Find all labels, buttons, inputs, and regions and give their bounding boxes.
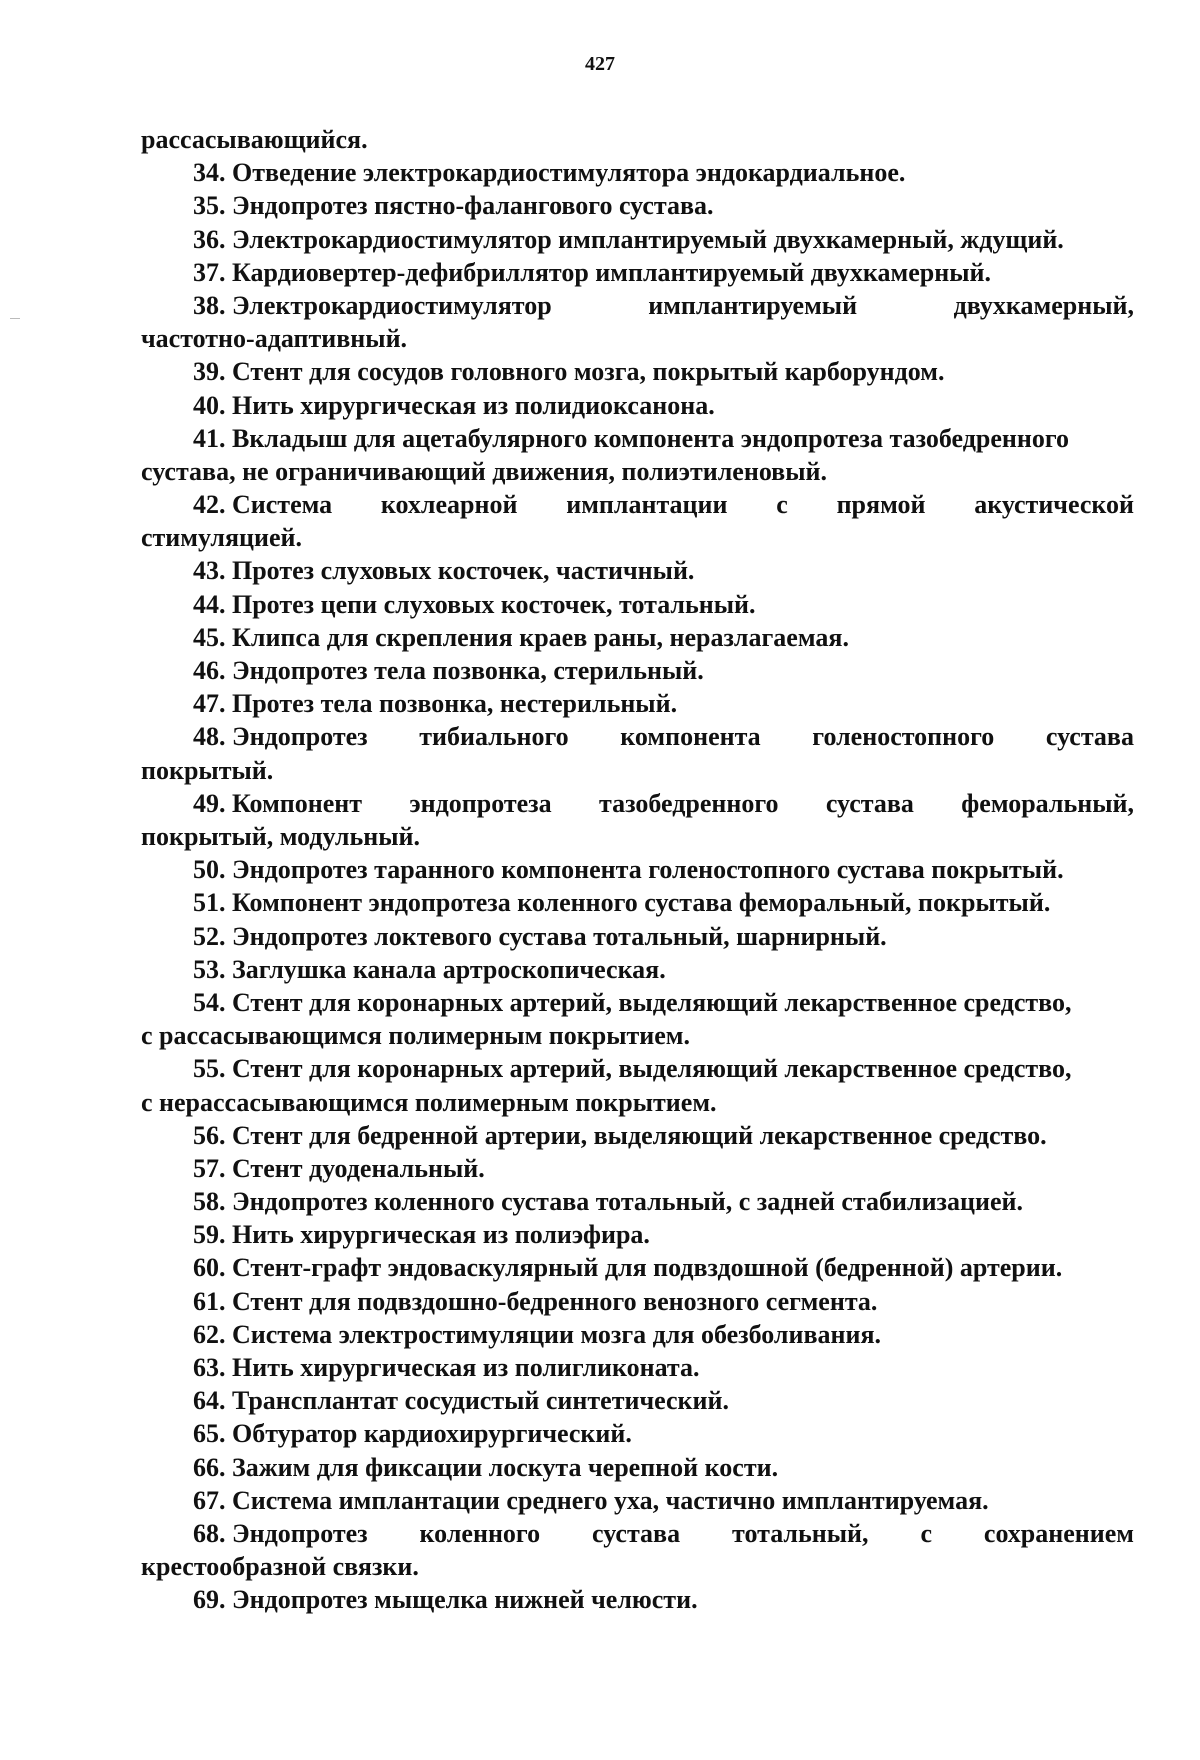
list-item-line xyxy=(141,1119,1134,1152)
list-item-line xyxy=(141,189,1134,222)
list-item-line xyxy=(141,1185,1134,1218)
line-text: покрытый. xyxy=(141,755,274,785)
list-item-line xyxy=(141,289,1134,322)
list-item-line xyxy=(141,156,1134,189)
line-text: 50. Эндопротез таранного компонента голеностопного сустава покрытый. xyxy=(193,855,1064,885)
line-text: рассасывающийся. xyxy=(141,125,368,154)
list-item-line xyxy=(141,223,1134,256)
line-text: 67. Система имплантации среднего уха, частично имплантируемая. xyxy=(193,1485,989,1515)
line-text: 36. Электрокардиостимулятор имплантируемый двухкамерный, ждущий. xyxy=(193,224,1064,254)
line-text: 52. Эндопротез локтевого сустава тотальный, шарнирный. xyxy=(193,921,887,951)
list-item-line xyxy=(141,654,1134,687)
line-text: 63. Нить хирургическая из полигликоната. xyxy=(193,1353,700,1382)
list-item-line xyxy=(141,488,1134,521)
word: коленного xyxy=(419,1518,541,1548)
line-text: 40. Нить хирургическая из полидиоксанона. xyxy=(193,390,715,420)
word: акустической xyxy=(974,490,1134,520)
list-item-line xyxy=(141,1152,1134,1185)
line-text: с рассасывающимся полимерным покрытием. xyxy=(141,1021,691,1051)
line-text: 58. Эндопротез коленного сустава тотальный, с задней стабилизацией. xyxy=(193,1187,1023,1217)
line-text: 44. Протез цепи слуховых косточек, тотальный. xyxy=(193,589,756,619)
word: с xyxy=(776,490,788,520)
list-item-line xyxy=(141,1251,1134,1284)
line-text: 51. Компонент эндопротеза коленного сустава феморальный, покрытый. xyxy=(193,888,1051,918)
list-item-line xyxy=(141,1384,1134,1417)
margin-mark xyxy=(10,318,20,319)
list-item-line xyxy=(141,621,1134,654)
line-text: частотно-адаптивный. xyxy=(141,324,408,354)
line-text: 39. Стент для сосудов головного мозга, покрытый карборундом. xyxy=(193,357,945,387)
line-text: 62. Система электростимуляции мозга для обезболивания. xyxy=(193,1319,882,1349)
word: тибиального xyxy=(419,722,569,752)
continuation-line xyxy=(141,455,1134,488)
line-text: 56. Стент для бедренной артерии, выделяющий лекарственное средство. xyxy=(193,1120,1047,1150)
line-text: 41. Вкладыш для ацетабулярного компонента эндопротеза тазобедренного xyxy=(193,423,1070,453)
list-item-line xyxy=(141,953,1134,986)
continuation-line xyxy=(141,820,1134,853)
list-item-line xyxy=(141,886,1134,919)
word: 42. Система xyxy=(193,490,333,520)
word: с xyxy=(920,1518,932,1548)
line-text: 34. Отведение электрокардиостимулятора эндокардиальное. xyxy=(193,158,906,188)
list-item-line xyxy=(141,1285,1134,1318)
continuation-line xyxy=(141,754,1134,787)
line-text: сустава, не ограничивающий движения, полиэтиленовый. xyxy=(141,456,828,486)
list-item-line xyxy=(141,355,1134,388)
word: 49. Компонент xyxy=(193,788,363,818)
document-body xyxy=(141,123,1134,1617)
word: имплантируемый xyxy=(648,290,858,320)
list-item-line xyxy=(141,687,1134,720)
list-item-line xyxy=(141,1583,1134,1616)
line-text: 53. Заглушка канала артроскопическая. xyxy=(193,954,666,984)
list-item-line xyxy=(141,588,1134,621)
page-number: 427 xyxy=(585,53,615,75)
list-item-line xyxy=(141,422,1134,455)
list-item-line xyxy=(141,1484,1134,1517)
continuation-line xyxy=(141,1019,1134,1052)
list-item-line xyxy=(141,787,1134,820)
list-item-line xyxy=(141,1351,1134,1384)
list-item-line xyxy=(141,720,1134,753)
word: 38. Электрокардиостимулятор xyxy=(193,290,552,320)
list-item-line xyxy=(141,920,1134,953)
word: сустава xyxy=(825,788,914,818)
line-text: 35. Эндопротез пястно-фалангового сустава. xyxy=(193,191,714,221)
line-text: 45. Клипса для скрепления краев раны, неразлагаемая. xyxy=(193,622,849,652)
word: феморальный, xyxy=(961,788,1134,818)
word: сохранением xyxy=(983,1518,1134,1548)
line-text: 54. Стент для коронарных артерий, выделяющий лекарственное средство, xyxy=(193,987,1072,1017)
word: сустава xyxy=(592,1518,681,1548)
list-item-line xyxy=(141,1417,1134,1450)
line-text: 55. Стент для коронарных артерий, выделяющий лекарственное средство, xyxy=(193,1054,1072,1084)
line-text: 69. Эндопротез мыщелка нижней челюсти. xyxy=(193,1585,698,1615)
word: тазобедренного xyxy=(598,788,779,818)
line-text: 57. Стент дуоденальный. xyxy=(193,1153,485,1183)
line-text: 60. Стент-графт эндоваскулярный для подвздошной (бедренной) артерии. xyxy=(193,1253,1063,1283)
line-text: 46. Эндопротез тела позвонка, стерильный. xyxy=(193,656,704,686)
line-text: 64. Трансплантат сосудистый синтетический. xyxy=(193,1386,729,1416)
list-item-line xyxy=(141,389,1134,422)
word: тотальный, xyxy=(732,1518,869,1548)
word: двухкамерный, xyxy=(953,290,1134,320)
line-text: крестообразной связки. xyxy=(141,1552,419,1582)
word: компонента xyxy=(620,722,761,752)
word: прямой xyxy=(836,490,926,520)
line-text: 43. Протез слуховых косточек, частичный. xyxy=(193,556,695,586)
word: 68. Эндопротез xyxy=(193,1518,368,1548)
line-text: 66. Зажим для фиксации лоскута черепной кости. xyxy=(193,1452,779,1482)
list-item-line xyxy=(141,1451,1134,1484)
word: сустава xyxy=(1045,722,1134,752)
word: 48. Эндопротез xyxy=(193,722,368,752)
continuation-line xyxy=(141,521,1134,554)
word: имплантации xyxy=(566,490,728,520)
continuation-line xyxy=(141,1550,1134,1583)
line-text: с нерассасывающимся полимерным покрытием. xyxy=(141,1087,717,1117)
line-text: 37. Кардиовертер-дефибриллятор имплантируемый двухкамерный. xyxy=(193,257,991,287)
line-text: 59. Нить хирургическая из полиэфира. xyxy=(193,1220,650,1250)
line-text: 61. Стент для подвздошно-бедренного венозного сегмента. xyxy=(193,1286,878,1316)
list-item-line xyxy=(141,256,1134,289)
list-item-line xyxy=(141,1517,1134,1550)
line-text: стимуляцией. xyxy=(141,523,302,553)
list-item-line xyxy=(141,1052,1134,1085)
list-item-line xyxy=(141,554,1134,587)
line-text: 65. Обтуратор кардиохирургический. xyxy=(193,1419,632,1449)
list-item-line xyxy=(141,986,1134,1019)
word: кохлеарной xyxy=(380,490,518,520)
list-item-line xyxy=(141,1218,1134,1251)
word: голеностопного xyxy=(812,722,995,752)
line-text: покрытый, модульный. xyxy=(141,822,420,851)
continuation-line xyxy=(141,123,1134,156)
list-item-line xyxy=(141,853,1134,886)
word: эндопротеза xyxy=(409,788,552,818)
line-text: 47. Протез тела позвонка, нестерильный. xyxy=(193,689,678,719)
list-item-line xyxy=(141,1318,1134,1351)
continuation-line xyxy=(141,1086,1134,1119)
continuation-line xyxy=(141,322,1134,355)
